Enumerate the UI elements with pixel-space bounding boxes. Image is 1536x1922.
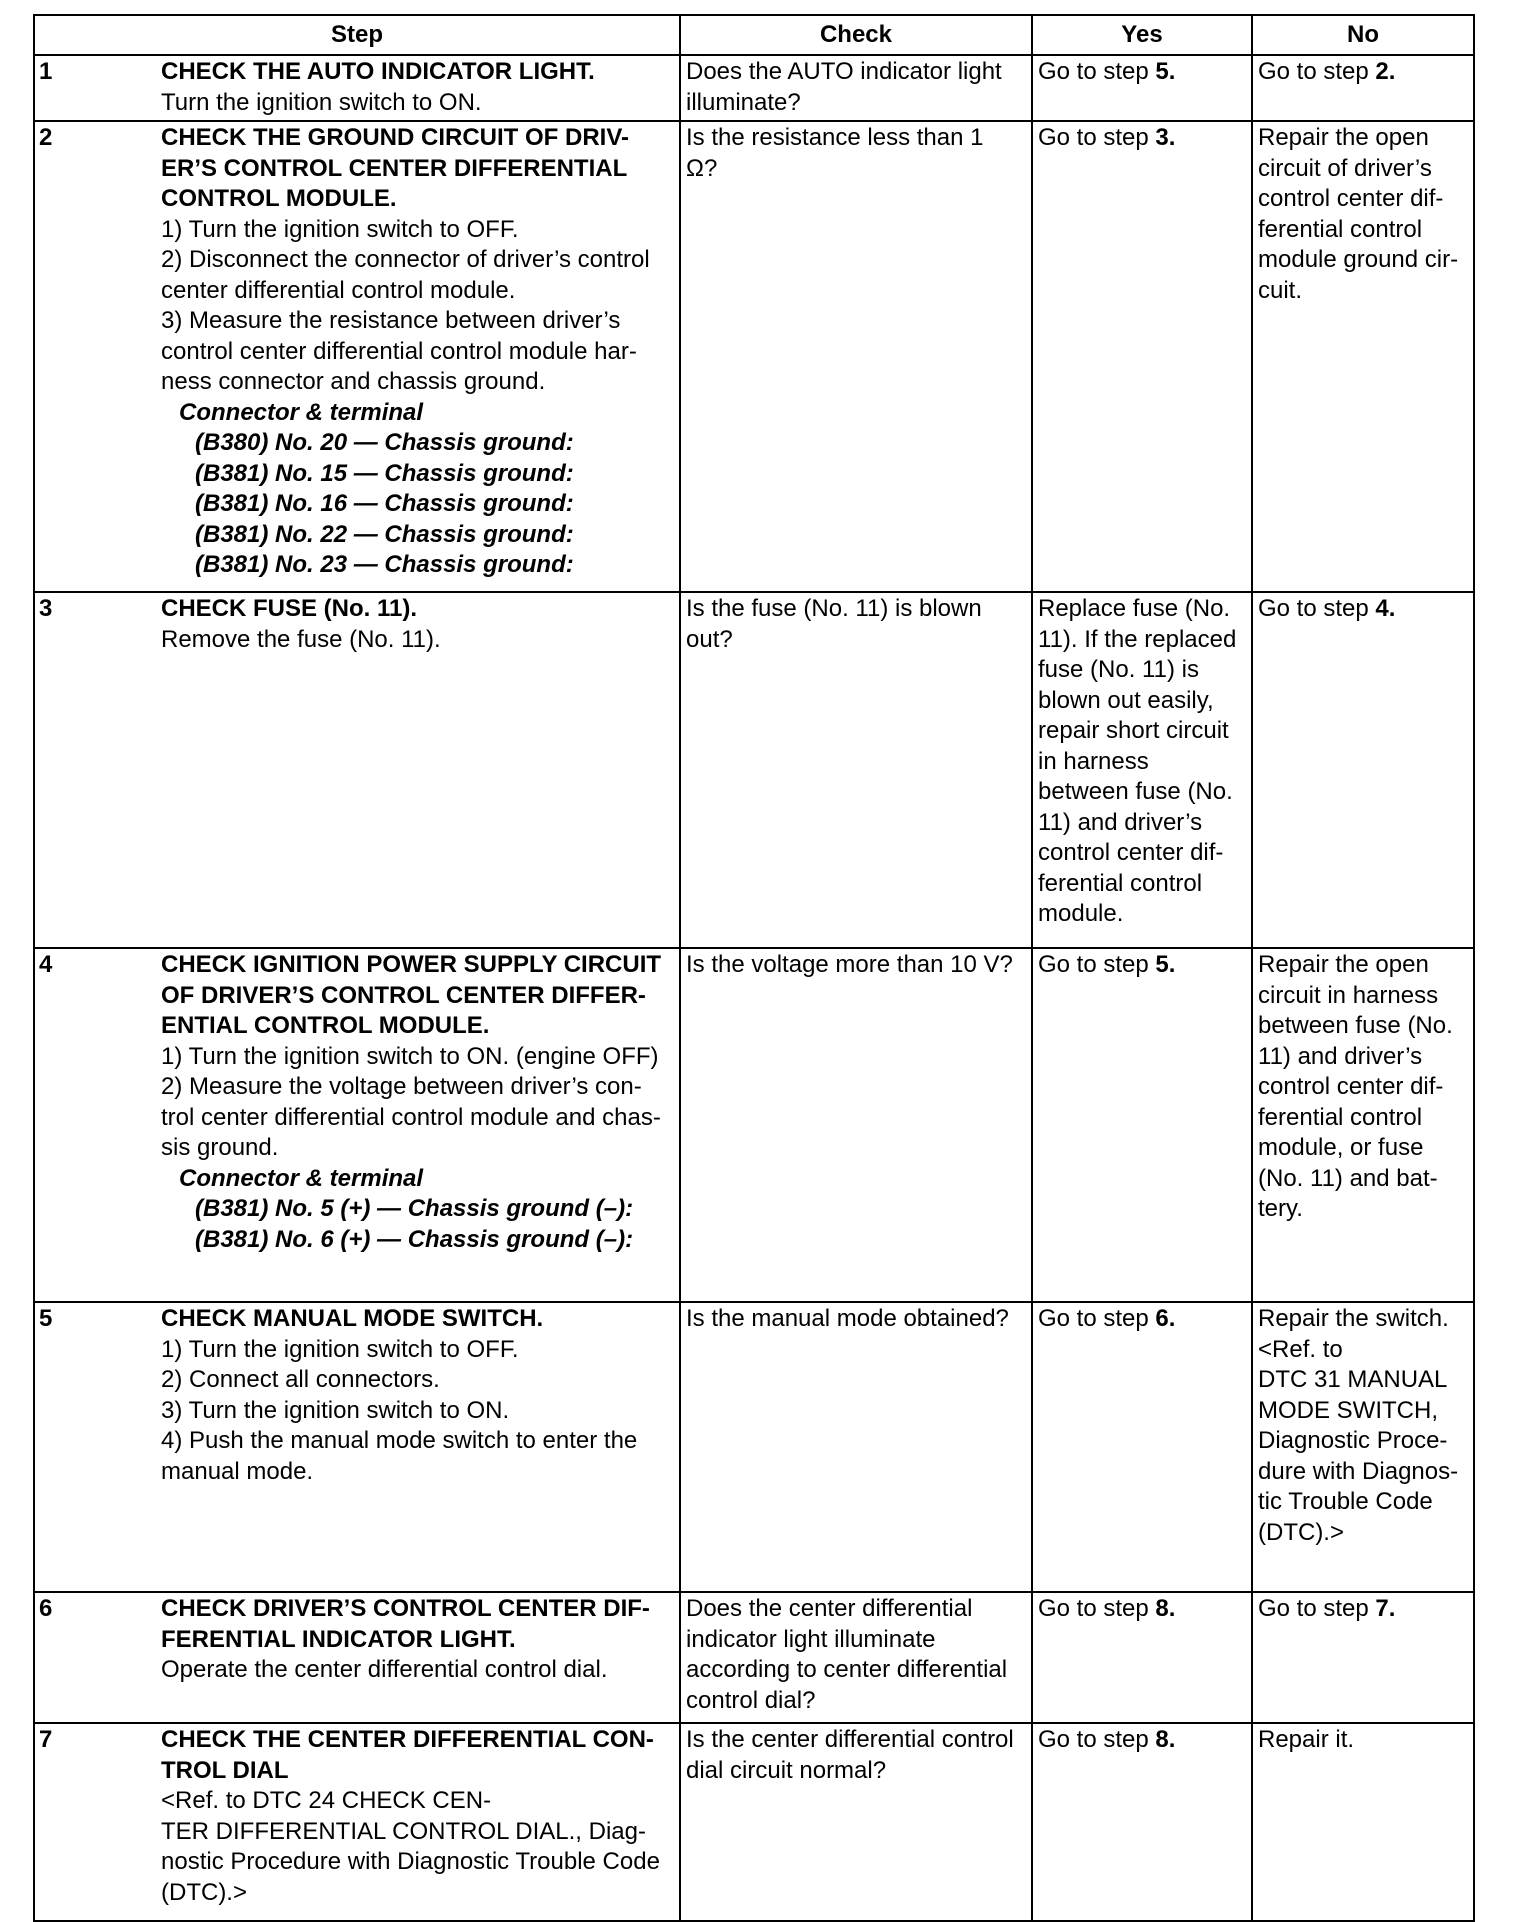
connector-heading: Connector & terminal: [179, 1164, 424, 1192]
yes-cell: [1032, 592, 1252, 948]
step-body: [161, 1725, 674, 1908]
instruction-line: Turn the ignition switch to ON.: [161, 88, 482, 116]
connector-list: [161, 428, 674, 581]
check-cell: Is the manual mode obtained?: [680, 1302, 1032, 1592]
step-number: 1: [39, 58, 53, 85]
step-body: [161, 1304, 674, 1487]
yes-text: Go to step: [1038, 951, 1156, 978]
instruction-line: 3) Turn the ignition switch to ON.: [161, 1396, 510, 1424]
check-cell: Is the fuse (No. 11) is blown out?: [680, 592, 1032, 948]
step-instructions: [161, 215, 674, 398]
instruction-line: 1) Turn the ignition switch to OFF.: [161, 215, 519, 243]
no-cell: [1252, 1592, 1474, 1723]
step-instructions: [161, 88, 674, 119]
no-text: Repair the open circuit in harness between fuse (No. 11) and driver’s control center dif- ferential control module, or fuse (No. 11) and bat- tery.: [1258, 951, 1453, 1222]
yes-text: Go to step: [1038, 1726, 1156, 1753]
step-instructions: [161, 1335, 674, 1488]
yes-text: Replace fuse (No. 11). If the replaced fuse (No. 11) is blown out easily, repair short circuit in harness between fuse (No. 11) and driver’s control center dif- ferential control module.: [1038, 595, 1237, 927]
no-step-ref: 4.: [1375, 595, 1396, 622]
step-title: CHECK DRIVER’S CONTROL CENTER DIF- FERENTIAL INDICATOR LIGHT.: [161, 1595, 650, 1653]
step-title: CHECK MANUAL MODE SWITCH.: [161, 1305, 544, 1332]
step-cell: [34, 1592, 680, 1723]
step-instructions: [161, 1786, 674, 1908]
no-text: Repair the open circuit of driver’s control center dif- ferential control module ground cir- cuit.: [1258, 124, 1459, 304]
step-cell: [34, 1723, 680, 1921]
connector-terminal-item: (B381) No. 22 — Chassis ground:: [195, 520, 574, 548]
step-instructions: [161, 1042, 674, 1164]
instruction-line: <Ref. to DTC 24 CHECK CEN- TER DIFFERENTIAL CONTROL DIAL., Diag- nostic Procedure with Diagnostic Trouble Code (DTC).>: [161, 1787, 660, 1906]
yes-text: Go to step: [1038, 124, 1156, 151]
step-number: 2: [39, 124, 53, 151]
check-cell: Is the voltage more than 10 V?: [680, 948, 1032, 1302]
step-cell: [34, 1302, 680, 1592]
table-row: [34, 1302, 1474, 1592]
no-cell: [1252, 1302, 1474, 1592]
instruction-line: 2) Connect all connectors.: [161, 1366, 440, 1393]
step-title: CHECK THE CENTER DIFFERENTIAL CON- TROL DIAL: [161, 1726, 654, 1784]
step-body: [161, 57, 674, 118]
yes-cell: [1032, 1723, 1252, 1921]
step-cell: [34, 592, 680, 948]
step-title: CHECK IGNITION POWER SUPPLY CIRCUIT OF DRIVER’S CONTROL CENTER DIFFER- ENTIAL CONTROL MODULE.: [161, 951, 662, 1039]
no-cell: [1252, 121, 1474, 592]
header-check: Check: [680, 15, 1032, 55]
step-number: 7: [39, 1726, 53, 1753]
step-title: CHECK FUSE (No. 11).: [161, 595, 418, 622]
table-row: [34, 121, 1474, 592]
step-body: [161, 123, 674, 581]
table-row: [34, 55, 1474, 121]
connector-terminal-item: (B381) No. 15 — Chassis ground:: [195, 459, 574, 487]
step-number: 3: [39, 595, 53, 622]
step-body: [161, 950, 674, 1255]
step-body: [161, 594, 674, 655]
step-cell: [34, 55, 680, 121]
no-text: Go to step: [1258, 595, 1376, 622]
yes-text: Go to step: [1038, 1595, 1156, 1622]
instruction-line: 1) Turn the ignition switch to OFF.: [161, 1335, 519, 1363]
step-number: 5: [39, 1305, 53, 1332]
step-title: CHECK THE GROUND CIRCUIT OF DRIV- ER’S CONTROL CENTER DIFFERENTIAL CONTROL MODULE.: [161, 124, 629, 212]
table-row: [34, 948, 1474, 1302]
yes-step-ref: 5.: [1155, 951, 1176, 978]
no-step-ref: 2.: [1375, 58, 1396, 85]
yes-step-ref: 6.: [1155, 1305, 1176, 1332]
yes-step-ref: 3.: [1155, 124, 1176, 151]
step-instructions: [161, 625, 674, 656]
step-instructions: [161, 1655, 674, 1686]
connector-terminal-item: (B381) No. 5 (+) — Chassis ground (–):: [195, 1195, 634, 1222]
instruction-line: 1) Turn the ignition switch to ON. (engine OFF): [161, 1042, 659, 1070]
step-cell: [34, 948, 680, 1302]
no-text: Repair the switch. <Ref. to DTC 31 MANUAL MODE SWITCH, Diagnostic Proce- dure with Diagnos- tic Trouble Code (DTC).>: [1258, 1305, 1459, 1546]
header-row: [34, 15, 1474, 55]
instruction-line: 3) Measure the resistance between driver’s control center differential control module har- ness connector and chassis ground.: [161, 307, 637, 395]
step-number: 4: [39, 951, 53, 978]
header-yes: Yes: [1032, 15, 1252, 55]
no-cell: [1252, 1723, 1474, 1921]
no-step-ref: 7.: [1375, 1595, 1396, 1622]
connector-heading: Connector & terminal: [179, 398, 424, 426]
connector-terminal-item: (B381) No. 23 — Chassis ground:: [195, 551, 574, 578]
instruction-line: 4) Push the manual mode switch to enter the manual mode.: [161, 1427, 638, 1485]
table-row: [34, 592, 1474, 948]
table-row: [34, 1723, 1474, 1921]
no-cell: [1252, 592, 1474, 948]
table-row: [34, 1592, 1474, 1723]
check-cell: Is the center differential control dial circuit normal?: [680, 1723, 1032, 1921]
check-cell: Is the resistance less than 1 Ω?: [680, 121, 1032, 592]
yes-step-ref: 8.: [1155, 1726, 1176, 1753]
connector-terminal-item: (B380) No. 20 — Chassis ground:: [195, 429, 574, 456]
connector-list: [161, 1194, 674, 1255]
yes-step-ref: 5.: [1155, 58, 1176, 85]
instruction-line: 2) Disconnect the connector of driver’s control center differential control module.: [161, 246, 650, 304]
yes-step-ref: 8.: [1155, 1595, 1176, 1622]
connector-terminal-item: (B381) No. 6 (+) — Chassis ground (–):: [195, 1225, 634, 1253]
instruction-line: 2) Measure the voltage between driver’s con- trol center differential control module and chas- sis ground.: [161, 1073, 661, 1161]
step-cell: [34, 121, 680, 592]
yes-cell: [1032, 121, 1252, 592]
connector-terminal-item: (B381) No. 16 — Chassis ground:: [195, 490, 574, 517]
no-text: Go to step: [1258, 1595, 1376, 1622]
no-cell: [1252, 55, 1474, 121]
instruction-line: Remove the fuse (No. 11).: [161, 625, 441, 653]
no-text: Go to step: [1258, 58, 1376, 85]
header-step: Step: [34, 15, 680, 55]
yes-cell: [1032, 55, 1252, 121]
no-cell: [1252, 948, 1474, 1302]
step-body: [161, 1594, 674, 1686]
yes-cell: [1032, 948, 1252, 1302]
instruction-line: Operate the center differential control dial.: [161, 1656, 608, 1683]
yes-cell: [1032, 1592, 1252, 1723]
header-no: No: [1252, 15, 1474, 55]
yes-cell: [1032, 1302, 1252, 1592]
check-cell: Does the center differential indicator light illuminate according to center differential control dial?: [680, 1592, 1032, 1723]
no-text: Repair it.: [1258, 1726, 1355, 1753]
step-number: 6: [39, 1595, 53, 1622]
yes-text: Go to step: [1038, 1305, 1156, 1332]
step-title: CHECK THE AUTO INDICATOR LIGHT.: [161, 58, 595, 85]
diagnostic-procedure-table: [33, 14, 1475, 1922]
check-cell: Does the AUTO indicator light illuminate?: [680, 55, 1032, 121]
yes-text: Go to step: [1038, 58, 1156, 85]
